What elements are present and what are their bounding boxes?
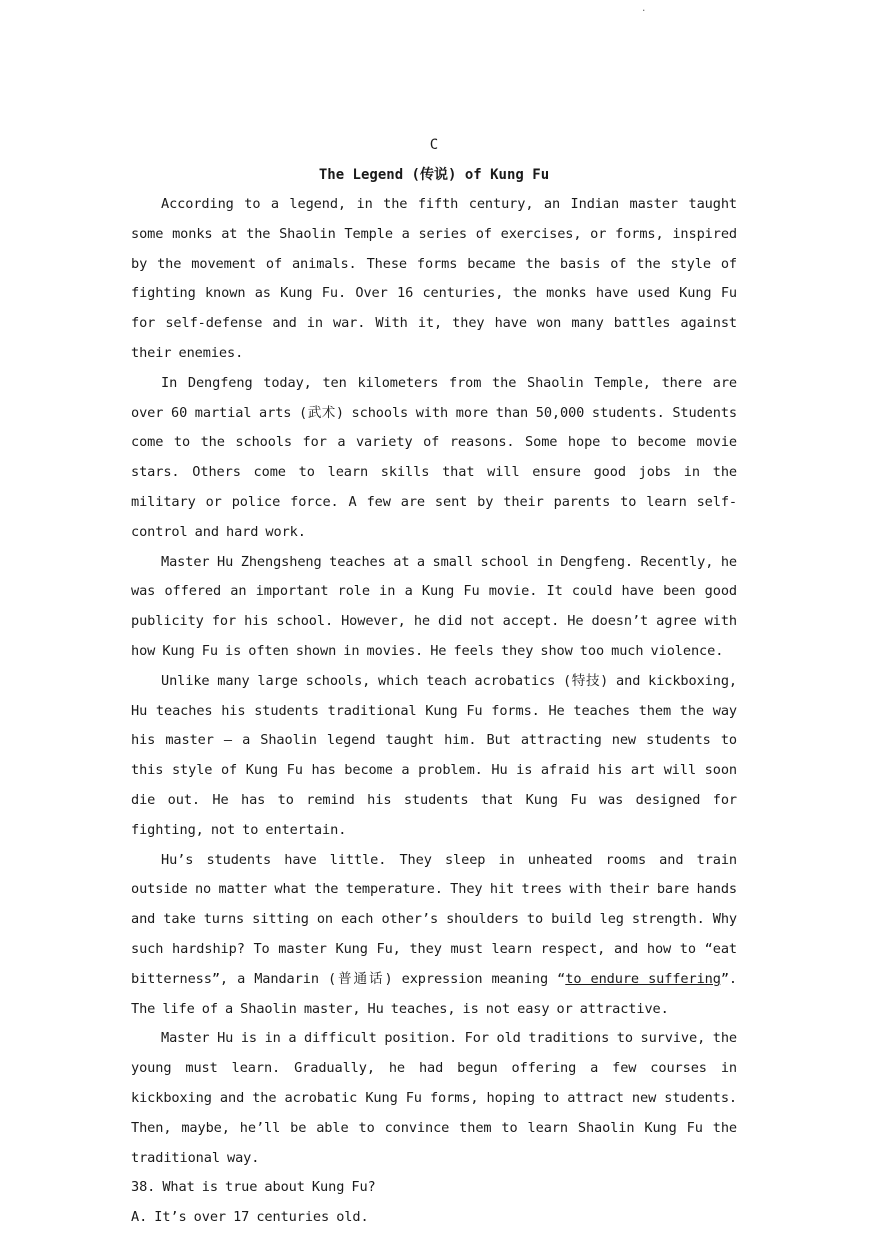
paragraph-5-text-after: ”. The life of a Shaolin master, Hu teaches, is not easy or attractive. <box>131 970 737 1017</box>
paragraph-4: Unlike many large schools, which teach acrobatics (特技) and kickboxing, Hu teaches his students traditional Kung Fu forms. He teaches them the way his master — a Shaolin legend taught him. But attracting new students to this style of Kung Fu has become a problem. Hu is afraid his art will soon die out. He has to remind his students that Kung Fu was designed for fighting, not to entertain. <box>131 672 737 838</box>
document-page <box>131 130 737 1233</box>
question-38-option-a: A. It’s over 17 centuries old. <box>131 1209 369 1226</box>
question-38-stem: 38. What is true about Kung Fu? <box>131 1179 376 1196</box>
underlined-phrase: to endure suffering <box>565 970 721 987</box>
paragraph-3: Master Hu Zhengsheng teaches at a small school in Dengfeng. Recently, he was offered an important role in a Kung Fu movie. It could have been good publicity for his school. However, he did not accept. He doesn’t agree with how Kung Fu is often shown in movies. He feels they show too much violence. <box>131 553 737 659</box>
paragraph-1: According to a legend, in the fifth century, an Indian master taught some monks at the Shaolin Temple a series of exercises, or forms, inspired by the movement of animals. These forms became the basis of the style of fighting known as Kung Fu. Over 16 centuries, the monks have used Kung Fu for self-defense and in war. With it, they have won many battles against their enemies. <box>131 196 737 361</box>
paragraph-6: Master Hu is in a difficult position. For old traditions to survive, the young must learn. Gradually, he had begun offering a few courses in kickboxing and the acrobatic Kung Fu forms, hoping to attract new students. Then, maybe, he’ll be able to convince them to learn Shaolin Kung Fu the traditional way. <box>131 1030 737 1166</box>
paragraph-2: In Dengfeng today, ten kilometers from the Shaolin Temple, there are over 60 martial arts (武术) schools with more than 50,000 students. Students come to the schools for a variety of reasons. Some hope to become movie stars. Others come to learn skills that will ensure good jobs in the military or police force. A few are sent by their parents to learn self-control and hard work. <box>131 374 737 540</box>
paragraph-5-text-before: Hu’s students have little. They sleep in unheated rooms and train outside no matter what the temperature. They hit trees with their bare hands and take turns sitting on each other’s shoulders to build leg strength. Why such hardship? To master Kung Fu, they must learn respect, and how to “eat bitterness”, a Mandarin (普通话) expression meaning “ <box>131 851 737 987</box>
top-mark: . <box>641 4 647 14</box>
section-letter: C <box>429 137 439 153</box>
paragraph-5 <box>131 846 737 1025</box>
passage-title: The Legend (传说) of Kung Fu <box>318 167 550 183</box>
